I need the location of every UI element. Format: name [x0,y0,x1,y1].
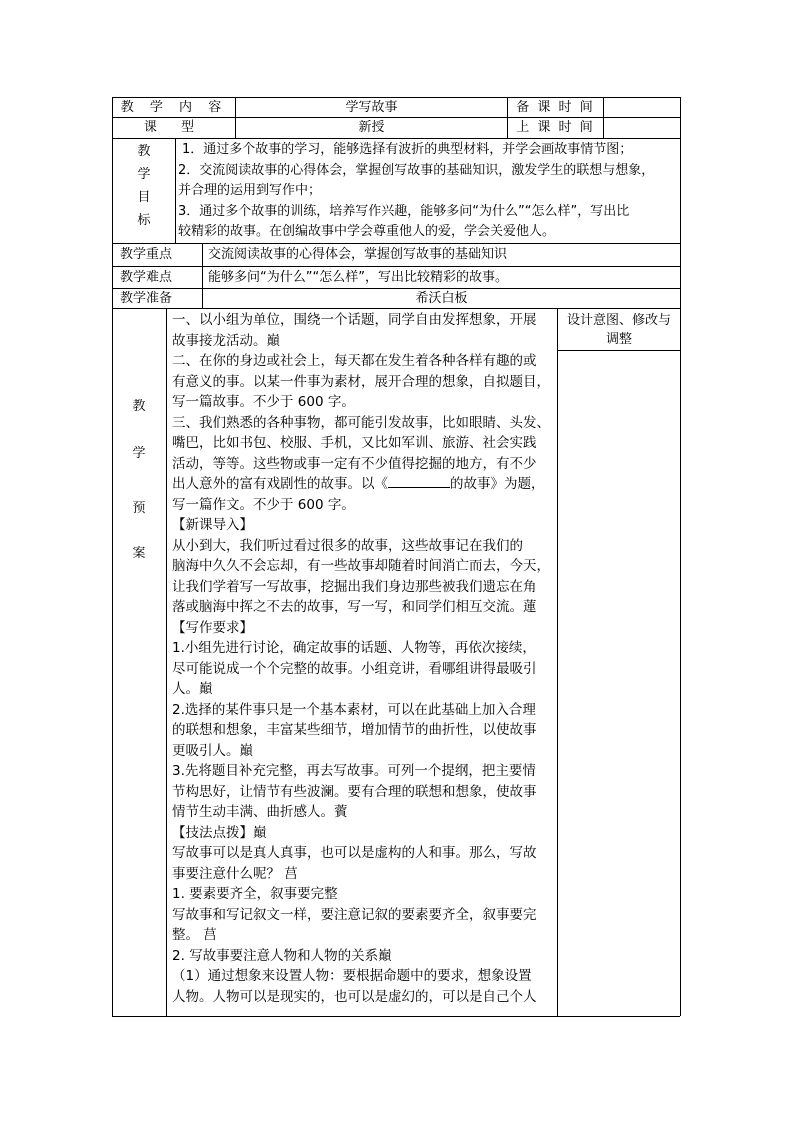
table-border-right [680,97,681,1016]
content-value: 学写故事 [345,100,398,115]
plan-line: 情节生动丰满、曲折感人。薲 [172,804,348,820]
class-time-label: 上 课 时 间 [516,120,595,135]
goals-label-char: 教 [137,144,151,159]
goals-line: 1．通过多个故事的学习，能够选择有波折的典型材料，并学会画故事情节图； [182,142,633,157]
goals-label-char: 目 [137,190,151,205]
plan-line: 让我们学着写一写故事，挖掘出我们身边那些被我们遗忘在角 [172,578,537,595]
table-border-left [112,97,113,1016]
plan-line: 节构思好，让情节有些波澜。要有合理的联想和想象，使故事 [172,783,537,800]
goals-label-char: 学 [137,167,151,182]
goals-text [178,140,655,243]
plan-line: 3.先将题目补充完整，再去写故事。可列一个提纲，把主要情 [172,763,536,779]
plan-line: 1. 要素要齐全，叙事要完整 [172,886,338,902]
difficulty-value: 能够多问“为什么”“怎么样”，写出比较精彩的故事。 [208,270,508,285]
plan-line: 二、在你的身边或社会上，每天都在发生着各种各样有趣的或 [172,353,537,369]
plan-line: 写故事和写记叙文一样，要注意记叙的要素要齐全，叙事要完 [172,906,537,923]
col-divider [603,97,604,138]
plan-line: 【写作要求】 [172,619,253,636]
preparation-label: 教学准备 [120,291,173,306]
table-border-bottom [112,1016,680,1017]
plan-line: （1）通过想象来设置人物：要根据命题中的要求，想象设置 [172,968,532,984]
type-value: 新授 [358,120,385,135]
blank-line-after: 的故事》为题， [450,476,545,492]
plan-line: 故事接龙活动。巔 [172,332,280,349]
side-header-line: 调整 [605,332,632,347]
focus-label: 教学重点 [120,247,173,262]
plan-line: 【新课导入】 [172,517,253,533]
plan-line: 三、我们熟悉的各种事物，都可能引发故事，比如眼睛、头发、 [172,414,550,431]
prep-time-label: 备 课 时 间 [516,100,595,115]
type-label: 课 型 [143,120,205,135]
plan-line: 落或脑海中挥之不去的故事，写一写，和同学们相互交流。蓮 [172,599,537,615]
goals-line: 较精彩的故事。在创编故事中学会尊重他人的爱，学会关爱他人。 [178,224,556,239]
plan-line [172,474,556,495]
goals-line: 2．交流阅读故事的心得体会，掌握创写故事的基础知识，激发学生的联想与想象， [178,162,655,178]
row-divider [112,308,680,309]
plan-line: 2. 写故事要注意人物和人物的关系巔 [172,947,392,964]
plan-line: 更吸引人。巔 [172,742,253,759]
plan-line: 【技法点拨】巔 [172,824,267,841]
plan-line: 人物。人物可以是现实的，也可以是虚幻的，可以是自己个人 [172,988,537,1005]
col-divider [175,138,176,243]
plan-line: 嘴巴，比如书包、校服、手机，又比如军训、旅游、社会实践 [172,435,537,451]
focus-value: 交流阅读故事的心得体会，掌握创写故事的基础知识 [208,247,508,262]
plan-line: 一、以小组为单位，围绕一个话题，同学自由发挥想象，开展 [172,312,537,328]
plan-line: 从小到大，我们听过看过很多的故事，这些故事记在我们的 [172,537,523,554]
side-header-divider [557,350,680,351]
goals-label-char: 标 [137,213,151,228]
plan-line: 的联想和想象，丰富某些细节，增加情节的曲折性，以使故事 [172,722,537,738]
goals-line: 并合理的运用到写作中； [178,183,322,198]
content-label: 教 学 内 容 [120,100,228,115]
plan-line: 尽可能说成一个个完整的故事。小组竞讲，看哪组讲得最吸引 [172,660,537,677]
plan-line: 写故事可以是真人真事，也可以是虚构的人和事。那么，写故 [172,845,537,861]
plan-line: 事要注意什么呢？ 莒 [172,865,298,882]
plan-line: 活动，等等。这些物或事一定有不少值得挖掘的地方，有不少 [172,455,537,472]
plan-line: 1.小组先进行讨论，确定故事的话题、人物等，再依次接续， [172,640,536,656]
plan-label-char: 学 [132,446,146,461]
fill-in-blank [388,475,450,488]
plan-line: 有意义的事。以某一件事为素材，展开合理的想象，自拟题目， [172,373,550,390]
plan-label-char: 预 [132,501,146,516]
plan-label-char: 教 [132,399,146,414]
row-divider [112,243,680,244]
plan-line: 2.选择的某件事只是一个基本素材，可以在此基础上加入合理 [172,701,536,718]
plan-label-char: 案 [132,546,146,561]
plan-line: 写一篇作文。不少于 600 字。 [172,496,355,513]
difficulty-label: 教学难点 [120,270,173,285]
plan-line: 整。 莒 [172,927,217,943]
row-divider [112,138,680,139]
goals-line: 3．通过多个故事的训练，培养写作兴趣，能够多问“为什么”“怎么样”，写出比 [178,203,630,219]
row-divider [112,266,680,267]
col-divider [557,308,558,1016]
blank-line-before: 出人意外的富有戏剧性的故事。以《 [172,476,388,492]
col-divider [166,308,167,1016]
plan-body [172,310,556,1007]
plan-line: 人。巔 [172,681,213,697]
preparation-value: 希沃白板 [415,291,468,306]
side-header-line: 设计意图、修改与 [566,313,671,328]
plan-line: 写一篇故事。不少于 600 字。 [172,394,355,410]
plan-line: 脑海中久久不会忘却，有一些故事却随着时间消亡而去，今天， [172,558,550,574]
